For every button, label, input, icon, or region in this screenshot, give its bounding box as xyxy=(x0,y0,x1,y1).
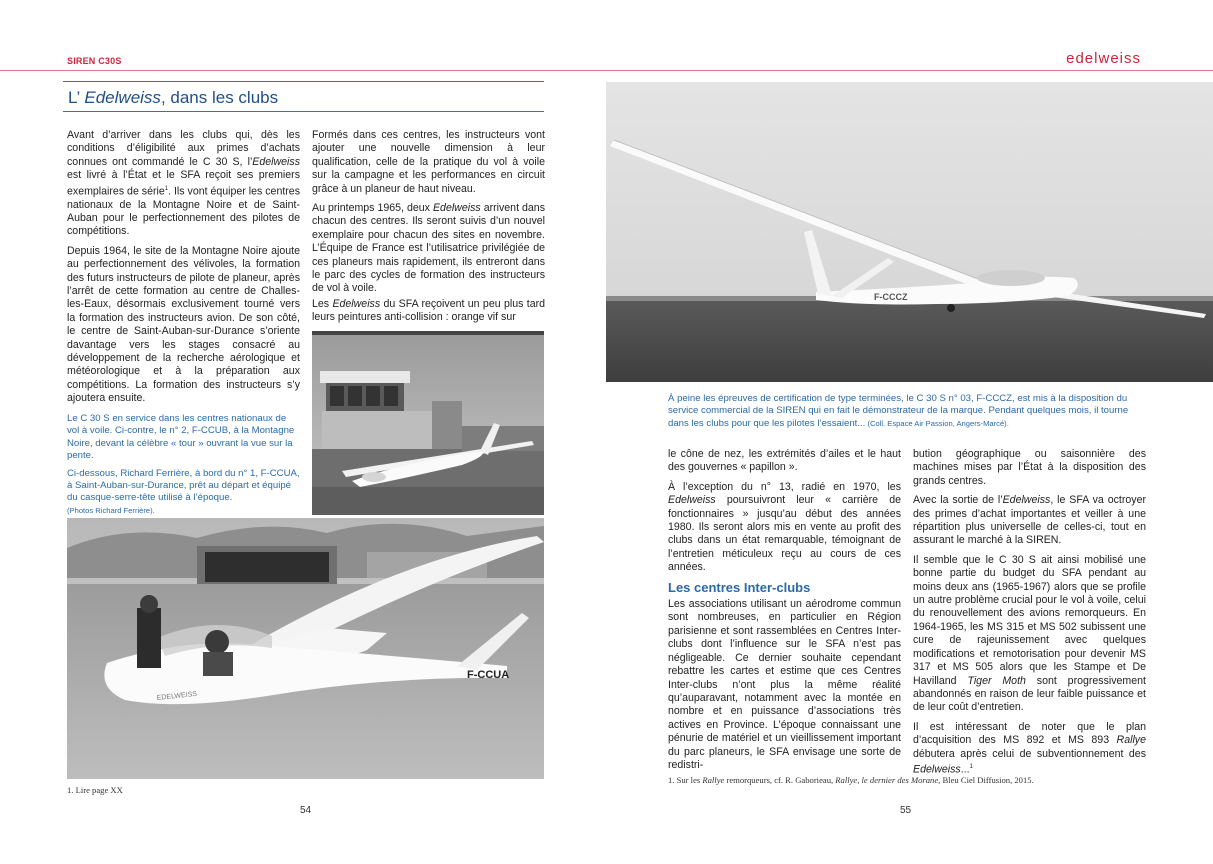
text-run: Au printemps 1965, deux xyxy=(312,202,433,215)
text-run: Avec la sortie de l’ xyxy=(913,494,1003,507)
running-header-left: SIREN C30S xyxy=(67,56,122,66)
photo-caption-left xyxy=(67,413,301,517)
photo-caption-right xyxy=(668,393,1148,430)
glider-registration-label: F-CCUA xyxy=(467,669,510,681)
title-suffix: , dans les clubs xyxy=(160,88,279,107)
footnote-left: 1. Lire page XX xyxy=(67,785,123,795)
text-run: remorqueurs, cf. R. Gaborieau, xyxy=(724,775,836,785)
paragraph xyxy=(312,298,545,325)
photo-glider-f-cccz-image xyxy=(606,82,1213,382)
caption-credit: (Coll. Espace Air Passion, Angers-Marcé). xyxy=(865,418,1009,428)
text-emphasis: Tiger Moth xyxy=(967,674,1026,687)
title-prefix: L’ xyxy=(68,88,85,107)
text-emphasis: Edelweiss xyxy=(913,763,961,776)
text-run: Avant d’arriver dans les clubs qui, dès les conditions d’éligibilité aux primes d’achats connues ont commandé le C 30 S, l’ xyxy=(67,129,300,168)
caption-text: À peine les épreuves de certification de type terminées, le C 30 S n° 03, F-CCCZ, est mis à la disposition du service commercial de la SIREN qui en fait le démonstrateur de la marque. Pendant quelques mois, il tourne dans les clubs pour que les pilotes l’essaient... xyxy=(668,393,1129,429)
text-emphasis: Edelweiss xyxy=(668,494,716,507)
photo-glider-montagne-noire-image xyxy=(312,331,544,515)
text-emphasis: Rallye xyxy=(702,775,725,785)
text-run: Il est intéressant de noter que le plan d’acquisition des MS 892 et MS 893 xyxy=(913,720,1146,747)
article-title xyxy=(68,88,278,108)
footnote-right xyxy=(668,775,1034,785)
text-run: du SFA reçoivent un peu plus tard leurs peintures anti-collision : orange vif sur xyxy=(312,297,546,324)
paragraph xyxy=(668,481,901,575)
paragraph xyxy=(913,494,1146,548)
text-column-4 xyxy=(913,448,1146,783)
text-run: ... xyxy=(960,763,970,776)
text-emphasis: Edelweiss xyxy=(332,297,381,310)
text-column-3 xyxy=(668,448,901,778)
text-run: 1. Sur les xyxy=(668,775,703,785)
paragraph xyxy=(67,129,300,239)
photo-glider-montagne-noire xyxy=(312,331,544,515)
title-rule-bottom xyxy=(63,111,544,112)
text-emphasis: Edelweiss xyxy=(1002,494,1051,507)
title-emphasis: Edelweiss xyxy=(84,88,161,107)
photo-glider-f-cccz xyxy=(606,82,1213,382)
text-run: , Bleu Ciel Diffusion, 2015. xyxy=(938,775,1034,785)
text-emphasis: Rallye xyxy=(1116,734,1146,747)
page-number-left: 54 xyxy=(300,805,312,816)
paragraph: Les associations utilisant un aérodrome commun sont nombreuses, en particulier en Région parisienne et sont rassemblées en Centres Inter-clubs dont l’influence sur le SFA n’est pas négligeable. Ce dernier souhaite cependant rebattre les cartes et estime que ces Centres Inter-clubs n’ont plus la même réalité qu’auparavant, notamment avec la montée en nombre et en puissance d’associations très actives en Province. L’époque connaissant une pénurie de matériel et un vieillissement important du parc planeurs, le SFA envisage une sorte de redistri- xyxy=(668,598,901,771)
paragraph: Formés dans ces centres, les instructeurs vont ajouter une nouvelle dimension à leur qualification, celle de la pratique du vol à voile sur la campagne et les performances en circuit grâce à un planeur de haut niveau. xyxy=(312,129,545,195)
paragraph xyxy=(913,721,1146,777)
paragraph xyxy=(312,202,545,296)
photo-pilot-saint-auban-image xyxy=(67,518,544,779)
section-heading: Les centres Inter-clubs xyxy=(668,579,811,595)
text-column-2 xyxy=(312,129,545,331)
text-run: sont progressivement abandonnés en raison de leur faible puissance et de leur coût d’entretien. xyxy=(913,674,1146,714)
page-number-right: 55 xyxy=(900,805,912,816)
text-run: est livré à l’État et le SFA reçoit ses premiers exemplaires de série xyxy=(67,169,300,198)
text-emphasis: Edelweiss xyxy=(252,155,300,168)
text-column-1 xyxy=(67,129,300,412)
caption-credit: (Photos Richard Ferrière). xyxy=(67,505,155,515)
paragraph: bution géographique ou saisonnière des machines mises par l’État à la disposition des grands centres. xyxy=(913,448,1146,487)
text-run: débutera après celui de subventionnement des xyxy=(913,747,1146,760)
paragraph: Depuis 1964, le site de la Montagne Noire ajoute au perfectionnement des vélivoles, la formation des futurs instructeurs de pilote de planeur, après l’arrêt de cette formation au centre de Challes-les-Eaux, désormais exclusivement tourné vers la formation des instructeurs avion. De son côté, le centre de Saint-Auban-sur-Durance s’oriente davantage vers les stages consacré au développement de la recherche aérologique et météorologique et à la préparation aux compétitions. La formation des instructeurs s’y ajoutera ensuite. xyxy=(67,244,300,405)
text-run: poursuivront leur « carrière de fonctionnaires » jusqu’au début des années 1980. Ils seront alors mis en vente au profit des clubs dans un état remarquable, témoignant de l’entretien méticuleux reçu au cours de ces années. xyxy=(668,494,901,574)
text-run: . Ils vont équiper les centres nationaux de la Montagne Noire et de Saint-Auban pour le perfectionnement des pilotes de compétitions. xyxy=(67,185,300,238)
running-header-brand: edelweiss xyxy=(1066,50,1141,67)
text-run: arrivent dans chacun des centres. Ils seront suivis d’un nouvel exemplaire pour chacun des sites en novembre. L’Équipe de France est l’utilisatrice privilégiée de ces planeurs mais rapidement, ils entreront dans le parc des cycles de formation des instructeurs de vol à voile. xyxy=(312,202,545,295)
text-run: Les xyxy=(312,297,333,310)
caption-paragraph: Le C 30 S en service dans les centres nationaux de vol à voile. Ci-contre, le n° 2, F-CCUB, à la Montagne Noire, devant la célèbre « tour » ouvrant la vue sur la pente. xyxy=(67,413,295,462)
footnote-ref: 1 xyxy=(969,763,973,770)
text-emphasis: Edelweiss xyxy=(432,202,481,215)
text-emphasis: Rallye, le dernier des Morane xyxy=(835,775,939,785)
header-rule xyxy=(0,70,1213,71)
photo-pilot-saint-auban xyxy=(67,518,544,779)
paragraph: le cône de nez, les extrémités d’ailes et le haut des gouvernes « papillon ». xyxy=(668,448,901,474)
paragraph xyxy=(913,554,1146,715)
text-run: Il semble que le C 30 S ait ainsi mobilisé une bonne partie du budget du SFA pendant au moins deux ans (1965-1967) alors que se profile un autre problème crucial pour le vol à voile, celui du renouvellement des avions remorqueurs. En 1964-1965, les MS 315 et MS 502 subissent une cure de rajeunissement avec quelques modifications et remotorisation pour devenir MS 317 et MS 505 alors que les Stampe et De Havilland xyxy=(913,553,1146,687)
text-run: À l’exception du n° 13, radié en 1970, les xyxy=(668,480,901,493)
glider-brand-label: EDELWEISS xyxy=(156,690,198,702)
caption-paragraph xyxy=(67,468,301,518)
glider-registration-label: F-CCCZ xyxy=(874,292,908,302)
footnote-ref: 1 xyxy=(164,185,169,192)
title-rule-top xyxy=(63,81,544,82)
caption-text: Ci-dessous, Richard Ferrière, à bord du n° 1, F-CCUA, à Saint-Auban-sur-Durance, prêt au départ et équipé du casque-serre-tête utilisé à l’époque. xyxy=(67,467,300,504)
text-run: , le SFA va octroyer des primes d’achat importantes et veiller à une répartition plus universelle de celles-ci, tout en assurant le marché à la SIREN. xyxy=(913,494,1146,547)
